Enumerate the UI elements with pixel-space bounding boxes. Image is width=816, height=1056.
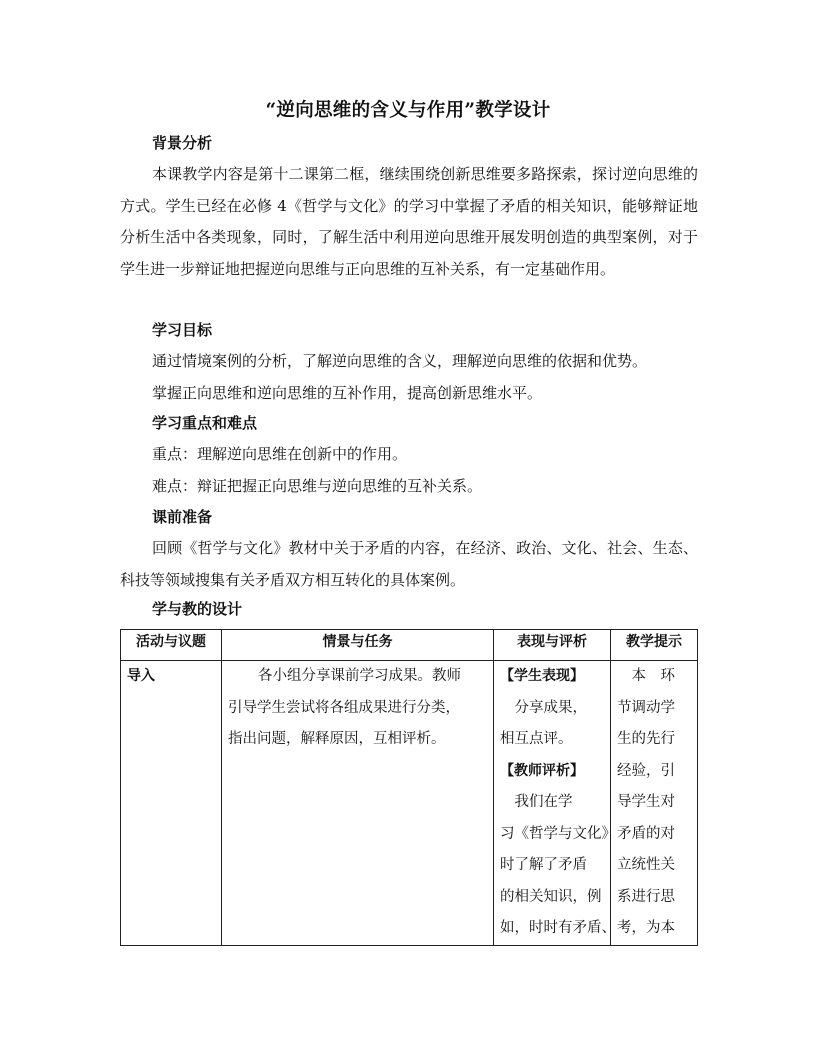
table-header: 活动与议题 [121, 630, 222, 661]
table-header: 表现与评析 [494, 630, 611, 661]
background-paragraph: 本课教学内容是第十二课第二框，继续围绕创新思维要多路探索，探讨逆向思维的方式。学生已经在必修 4《哲学与文化》的学习中掌握了矛盾的相关知识，能够辩证地分析生活中各类现象，同时，了解生活中利用逆向思维开展发明创造的典型案例，对于学生进一步辩证地把握逆向思维与正向思维的互补关系，有一定基础作用。 [120, 165, 698, 278]
keypoint-item: 难点：辩证把握正向思维与逆向思维的互补关系。 [152, 476, 483, 495]
section-heading: 学习目标 [152, 321, 213, 339]
section-design [120, 594, 698, 625]
section-goals [120, 315, 698, 409]
tips-line: 考，为本 [617, 920, 675, 936]
document-title: “逆向思维的含义与作用”教学设计 [265, 100, 551, 121]
section-prep [120, 502, 698, 596]
section-background [120, 128, 698, 285]
tips-line: 立统性关 [617, 857, 675, 873]
table-header: 教学提示 [611, 630, 698, 661]
tips-line: 节调动学 [617, 699, 675, 716]
design-table [120, 629, 698, 946]
eval-line: 我们在学 [500, 794, 573, 810]
section-heading: 学习重点和难点 [152, 414, 258, 432]
teacher-evaluation-tag: 【教师评析】 [500, 762, 584, 779]
tips-line: 本 环 [617, 668, 675, 684]
goal-item: 通过情境案例的分析，了解逆向思维的含义，理解逆向思维的依据和优势。 [152, 352, 648, 370]
table-header: 情景与任务 [222, 630, 494, 661]
tips-line: 经验，引 [617, 762, 675, 779]
section-heading: 学与教的设计 [152, 600, 243, 618]
section-keypoints [120, 408, 698, 502]
task-line: 指出问题，解释原因，互相评析。 [228, 731, 446, 747]
table-row [121, 661, 698, 946]
evaluation-cell [494, 661, 616, 946]
task-cell [222, 661, 494, 946]
eval-line: 如，时时有矛盾、 [500, 920, 616, 936]
prep-paragraph: 回顾《哲学与文化》教材中关于矛盾的内容，在经济、政治、文化、社会、生态、科技等领域搜集有关矛盾双方相互转化的具体案例。 [120, 539, 698, 589]
eval-line: 的相关知识，例 [500, 888, 602, 905]
task-line: 各小组分享课前学习成果。教师 [258, 668, 461, 684]
task-line: 引导学生尝试将各组成果进行分类， [228, 699, 460, 716]
tips-line: 系进行思 [617, 888, 675, 905]
tips-line: 导学生对 [617, 794, 675, 810]
tips-line: 生的先行 [617, 731, 675, 747]
keypoint-item: 重点：理解逆向思维在创新中的作用。 [152, 445, 408, 463]
activity-cell: 导入 [121, 661, 222, 946]
goal-item: 掌握正向思维和逆向思维的互补作用，提高创新思维水平。 [152, 383, 543, 402]
section-heading: 课前准备 [152, 508, 213, 526]
eval-line: 分享成果， [500, 699, 587, 716]
table-header-row [121, 630, 698, 661]
tips-cell [611, 661, 698, 946]
student-performance-tag: 【学生表现】 [500, 668, 584, 684]
tips-line: 矛盾的对 [617, 825, 675, 842]
section-heading: 背景分析 [152, 134, 213, 152]
eval-line: 相互点评。 [500, 731, 573, 747]
eval-line: 习《哲学与文化》 [500, 825, 616, 842]
eval-line: 时了解了矛盾 [500, 857, 587, 873]
